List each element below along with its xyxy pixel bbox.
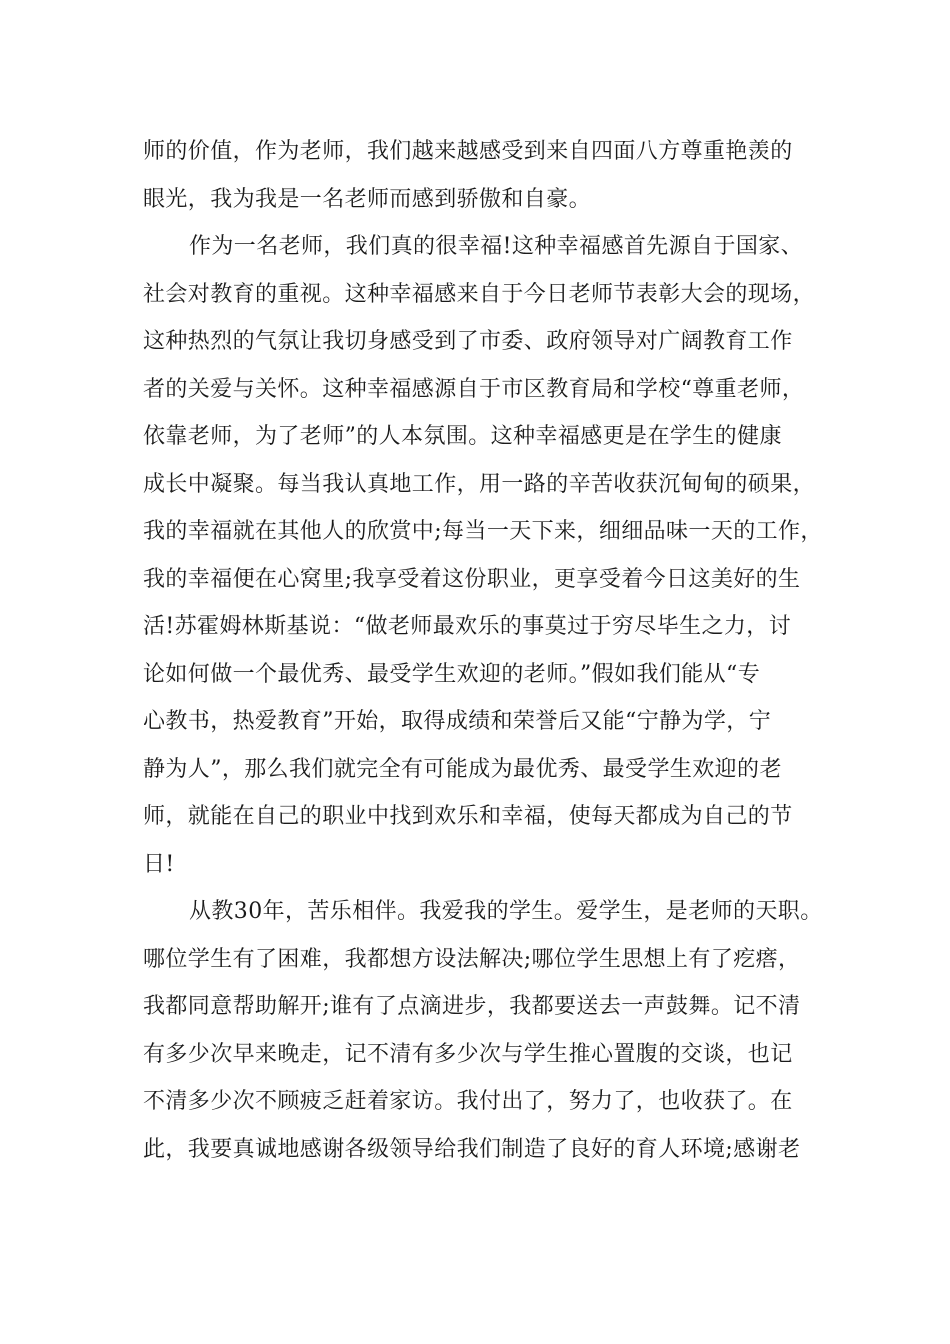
text-line: 眼光，我为我是一名老师而感到骄傲和自豪。: [143, 186, 592, 212]
text-line: 有多少次早来晚走，记不清有多少次与学生推心置腹的交谈，也记: [143, 1041, 793, 1067]
paragraph-first-line: 作为一名老师，我们真的很幸福!这种幸福感首先源自于国家、: [189, 234, 804, 259]
text-line: 我的幸福便在心窝里;我享受着这份职业，更享受着今日这美好的生: [143, 566, 801, 592]
text-line: 成长中凝聚。每当我认真地工作，用一路的辛苦收获沉甸甸的硕果，: [143, 471, 816, 497]
text-line: 社会对教育的重视。这种幸福感来自于今日老师节表彰大会的现场，: [143, 281, 816, 307]
text-line: 依靠老师，为了老师”的人本氛围。这种幸福感更是在学生的健康: [143, 424, 782, 449]
text-line: 师的价值，作为老师，我们越来越感受到来自四面八方尊重艳羡的: [143, 139, 793, 164]
text-line: 哪位学生有了困难，我都想方设法解决;哪位学生思想上有了疙瘩，: [143, 946, 801, 972]
text-line: 这种热烈的气氛让我切身感受到了市委、政府领导对广阔教育工作: [143, 329, 793, 354]
text-line: 我的幸福就在其他人的欣赏中;每当一天下来，细细品味一天的工作，: [143, 519, 823, 544]
text-line: 心教书，热爱教育”开始，取得成绩和荣誉后又能“宁静为学，宁: [143, 709, 772, 734]
paragraph-first-line: 从教30年，苦乐相伴。我爱我的学生。爱学生，是老师的天职。: [189, 899, 823, 924]
text-line: 者的关爱与关怀。这种幸福感源自于市区教育局和学校“尊重老师，: [143, 376, 805, 402]
text-line: 此，我要真诚地感谢各级领导给我们制造了良好的育人环境;感谢老: [143, 1136, 801, 1162]
text-line: 静为人”，那么我们就完全有可能成为最优秀、最受学生欢迎的老: [143, 756, 782, 782]
text-line: 不清多少次不顾疲乏赶着家访。我付出了，努力了，也收获了。在: [143, 1089, 793, 1114]
text-line: 日!: [143, 851, 175, 877]
text-line: 活!苏霍姆林斯基说：“做老师最欢乐的事莫过于穷尽毕生之力，讨: [143, 614, 792, 639]
text-line: 师，就能在自己的职业中找到欢乐和幸福，使每天都成为自己的节: [143, 804, 793, 829]
text-line: 我都同意帮助解开;谁有了点滴进步，我都要送去一声鼓舞。记不清: [143, 994, 801, 1019]
body-text: [143, 128, 833, 1173]
text-line: 论如何做一个最优秀、最受学生欢迎的老师。”假如我们能从“专: [143, 661, 761, 687]
